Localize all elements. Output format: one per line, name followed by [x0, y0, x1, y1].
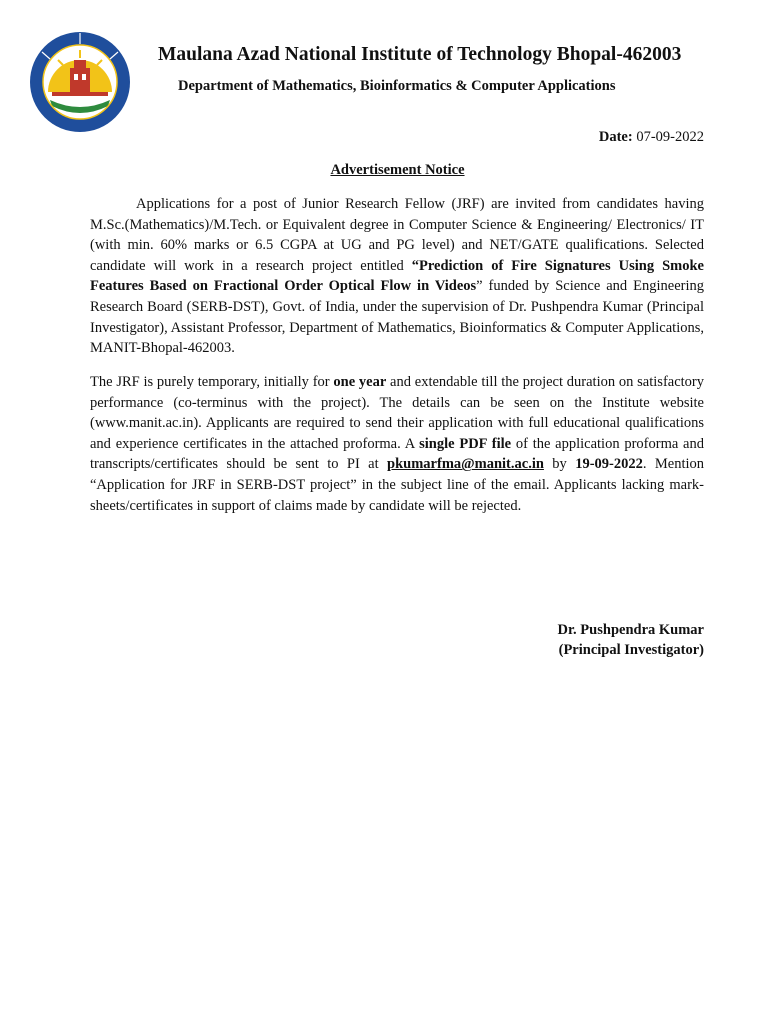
project-title: “Prediction of Fire Signatures Using Smoke Features Based on Fractional Order Optical Flow in Videos	[90, 257, 704, 295]
pi-email-link[interactable]: pkumarfma@manit.ac.in	[387, 456, 544, 473]
date-label: Date:	[598, 129, 633, 145]
para1-text-b: ” funded by Science and Engineering Research Board (SERB-DST), Govt. of India, under the supervision of Dr. Pushpendra Kumar (Principal Investigator), Assistant Professor, Department of Mathematics, Bioinformatics & Computer Applications, MANIT-Bhopal-462003.	[90, 278, 704, 357]
duration: one year	[333, 374, 387, 390]
para1-text-a: Applications for a post of Junior Research Fellow (JRF) are invited from candidates having M.Sc.(Mathematics)/M.Tech. or Equivalent degree in Computer Science & Engineering/ Electronics/ IT (with min. 60% marks or 6.5 CGPA at UG and PG level) and NET/GATE qualifications. Selected candidate will work in a research project entitled	[90, 196, 704, 274]
para2-text-e: . Mention “Application for JRF in SERB-DST project” in the subject line of the email. Applicants lacking mark-sheets/certificates in support of claims made by candidate will be rejected.	[90, 456, 704, 514]
para2-text-c: of the application proforma and transcripts/certificates should be sent to PI at	[90, 435, 704, 473]
institute-logo	[28, 30, 132, 134]
file-requirement: single PDF file	[419, 435, 512, 452]
signatory-role: (Principal Investigator)	[558, 642, 704, 658]
department-name: Department of Mathematics, Bioinformatics & Computer Applications	[178, 78, 616, 94]
para2-text-a: The JRF is purely temporary, initially for	[90, 374, 334, 390]
notice-title: Advertisement Notice	[330, 162, 465, 178]
date-value: 07-09-2022	[636, 129, 704, 145]
signature-block	[557, 620, 704, 660]
para2-text-b: and extendable till the project duration on satisfactory performance (co-terminus with the project). The details can be seen on the Institute website (www.manit.ac.in). Applicants are required to send their application with full educational qualifications and experience certificates in the attached proforma. A	[90, 374, 704, 452]
institute-name: Maulana Azad National Institute of Technology Bhopal-462003	[158, 44, 682, 65]
notice-date	[599, 129, 704, 146]
paragraph-eligibility	[90, 194, 704, 359]
signatory-name: Dr. Pushpendra Kumar	[557, 622, 704, 638]
deadline-date: 19-09-2022	[575, 456, 643, 473]
paragraph-application	[90, 372, 704, 516]
para2-text-d: by	[543, 456, 576, 473]
